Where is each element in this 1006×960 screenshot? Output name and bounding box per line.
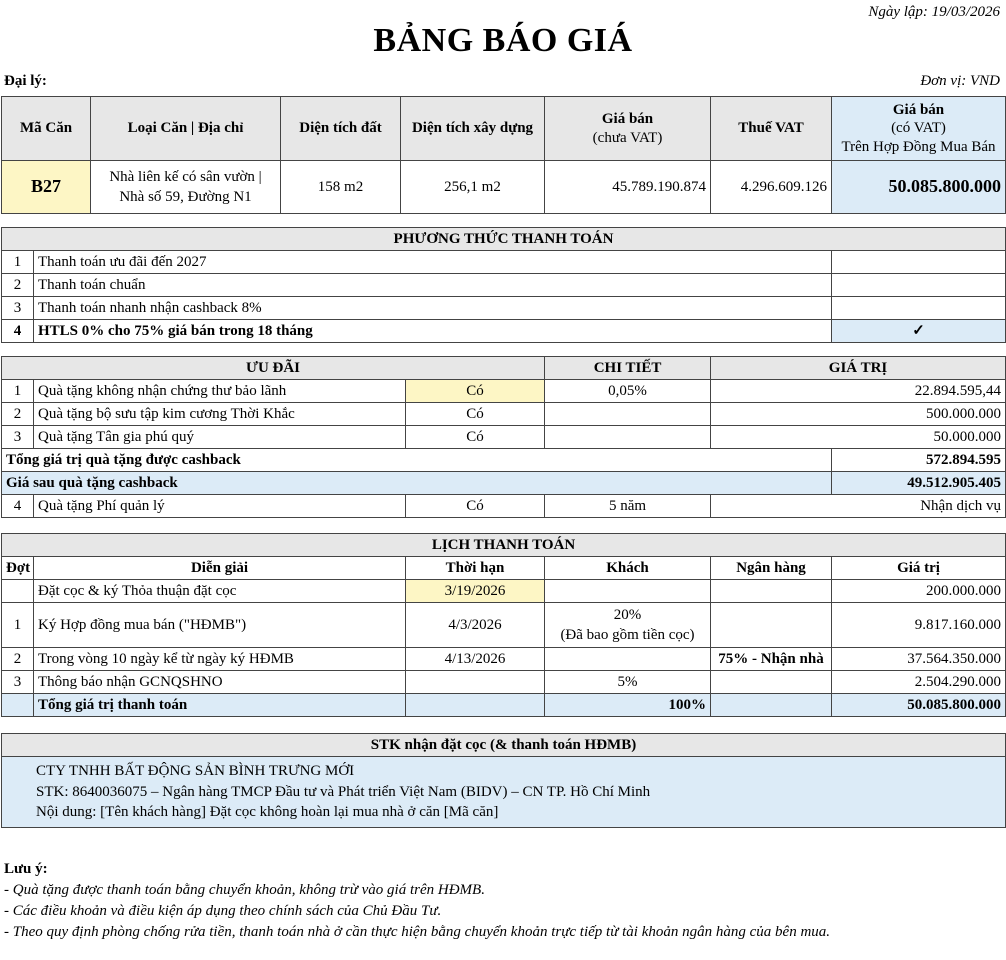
row-stage: 3 [2,671,34,694]
table-row [2,472,1006,495]
col-customer: Khách [545,557,711,580]
check-icon: ✓ [832,320,1006,343]
unit-land: 158 m2 [281,161,401,214]
offer-detail: 0,05% [545,380,711,403]
unit-table [1,96,1006,214]
row-value: 9.817.160.000 [832,603,1006,648]
unit-type-l1: Nhà liên kế có sân vườn | [109,169,262,185]
header-code: Mã Căn [2,97,91,161]
method-no: 1 [2,251,34,274]
row-bank [711,671,832,694]
header-price-vat [832,97,1006,161]
table-row [2,449,1006,472]
header-land: Diện tích đất [281,97,401,161]
unit-type [91,161,281,214]
offer-detail: 5 năm [545,495,711,518]
table-row [2,580,1006,603]
offer-detail [545,426,711,449]
date-label: Ngày lập: 19/03/2026 [868,4,1000,20]
unit-code: B27 [2,161,91,214]
payment-methods-title: PHƯƠNG THỨC THANH TOÁN [2,228,1006,251]
total-value: 50.085.800.000 [832,694,1006,717]
offer-no: 3 [2,426,34,449]
row-customer: 5% [545,671,711,694]
offer-label: Quà tặng bộ sưu tập kim cương Thời Khắc [34,403,406,426]
method-label: Thanh toán ưu đãi đến 2027 [34,251,832,274]
header-vat: Thuế VAT [711,97,832,161]
row-due [406,671,545,694]
unit-type-l2: Nhà số 59, Đường N1 [119,188,252,205]
offer-has: Có [406,426,545,449]
total-stage-empty [2,694,34,717]
notes-title: Lưu ý: [4,861,48,877]
total-bank-empty [711,694,832,717]
table-row [2,603,1006,648]
table-row [2,648,1006,671]
header-build: Diện tích xây dựng [401,97,545,161]
total-cashback-label: Tổng giá trị quà tặng được cashback [2,449,832,472]
note-line: - Quà tặng được thanh toán bằng chuyển khoản, không trừ vào giá trên HĐMB. [4,882,485,898]
offers-value-header: GIÁ TRỊ [711,357,1006,380]
page-title: BẢNG BÁO GIÁ [373,22,633,59]
col-value: Giá trị [832,557,1006,580]
row-stage: 2 [2,648,34,671]
method-mark [832,251,1006,274]
table-row [2,694,1006,717]
col-bank: Ngân hàng [711,557,832,580]
list-item [2,320,1006,343]
method-no: 2 [2,274,34,297]
row-bank [711,580,832,603]
total-percent: 100% [545,694,711,717]
table-row [2,403,1006,426]
bank-account: STK: 8640036075 – Ngân hàng TMCP Đầu tư và Phát triển Việt Nam (BIDV) – CN TP. Hồ Chí Minh [36,783,651,800]
header-price-vat-l3: Trên Hợp Đồng Mua Bán [841,138,996,155]
row-customer [545,603,711,648]
offer-label: Quà tặng Phí quản lý [34,495,406,518]
offers-detail-header: CHI TIẾT [545,357,711,380]
total-cashback-value: 572.894.595 [832,449,1006,472]
unit-label: Đơn vị: VND [920,73,1000,89]
offer-label: Quà tặng không nhận chứng thư bảo lãnh [34,380,406,403]
bank-title: STK nhận đặt cọc (& thanh toán HĐMB) [2,734,1006,757]
note-line: - Theo quy định phòng chống rửa tiền, thanh toán nhà ở cần thực hiện bằng chuyển khoản trực tiếp từ tài khoản ngân hàng của bên mua. [4,924,831,940]
row-desc: Đặt cọc & ký Thỏa thuận đặt cọc [34,580,406,603]
row-customer [545,580,711,603]
method-mark [832,297,1006,320]
row-customer-l1: 20% [613,607,642,623]
list-item [2,274,1006,297]
offer-value: 22.894.595,44 [711,380,1006,403]
schedule-table [1,533,1006,717]
total-label: Tổng giá trị thanh toán [34,694,406,717]
method-label: Thanh toán chuẩn [34,274,832,297]
unit-vat: 4.296.609.126 [711,161,832,214]
offer-detail [545,403,711,426]
method-mark [832,274,1006,297]
row-due: 4/13/2026 [406,648,545,671]
header-price-vat-l1: Giá bán [892,101,945,118]
row-stage: 1 [2,603,34,648]
offer-has: Có [406,403,545,426]
header-price-pre-l1: Giá bán [601,110,654,127]
list-item [2,297,1006,320]
row-desc: Thông báo nhận GCNQSHNO [34,671,406,694]
bank-details [2,757,1006,828]
unit-build: 256,1 m2 [401,161,545,214]
method-no: 4 [2,320,34,343]
row-due: 4/3/2026 [406,603,545,648]
row-value: 200.000.000 [832,580,1006,603]
table-row [2,495,1006,518]
schedule-title: LỊCH THANH TOÁN [2,534,1006,557]
row-customer [545,648,711,671]
row-value: 37.564.350.000 [832,648,1006,671]
row-desc: Ký Hợp đồng mua bán ("HĐMB") [34,603,406,648]
header-price-vat-l2: (có VAT) [891,120,946,137]
offer-label: Quà tặng Tân gia phú quý [34,426,406,449]
row-bank: 75% - Nhận nhà [711,648,832,671]
row-value: 2.504.290.000 [832,671,1006,694]
offer-value: 50.000.000 [711,426,1006,449]
list-item [2,251,1006,274]
after-cashback-value: 49.512.905.405 [832,472,1006,495]
unit-price-pre: 45.789.190.874 [545,161,711,214]
offer-value: 500.000.000 [711,403,1006,426]
table-row [2,671,1006,694]
bank-content: Nội dung: [Tên khách hàng] Đặt cọc không hoàn lại mua nhà ở căn [Mã căn] [36,804,499,821]
bank-company: CTY TNHH BẤT ĐỘNG SẢN BÌNH TRƯNG MỚI [36,763,355,780]
row-stage [2,580,34,603]
offer-no: 2 [2,403,34,426]
col-due: Thời hạn [406,557,545,580]
offer-has: Có [406,380,545,403]
method-no: 3 [2,297,34,320]
row-bank [711,603,832,648]
header-type: Loại Căn | Địa chỉ [91,97,281,161]
header-price-pre-l2: (chưa VAT) [592,130,663,146]
row-due: 3/19/2026 [406,580,545,603]
note-line: - Các điều khoản và điều kiện áp dụng theo chính sách của Chủ Đầu Tư. [4,903,442,919]
bank-table [1,733,1006,828]
offer-has: Có [406,495,545,518]
offers-header: ƯU ĐÃI [2,357,545,380]
col-stage: Đợt [2,557,34,580]
row-customer-l2: (Đã bao gồm tiền cọc) [560,626,695,643]
total-due-empty [406,694,545,717]
table-row [2,380,1006,403]
unit-price-vat: 50.085.800.000 [832,161,1006,214]
after-cashback-label: Giá sau quà tặng cashback [2,472,832,495]
offer-no: 4 [2,495,34,518]
offer-value: Nhận dịch vụ [711,495,1006,518]
method-label: Thanh toán nhanh nhận cashback 8% [34,297,832,320]
payment-methods-table [1,227,1006,343]
header-price-pre [545,97,711,161]
row-desc: Trong vòng 10 ngày kể từ ngày ký HĐMB [34,648,406,671]
offer-no: 1 [2,380,34,403]
table-row [2,426,1006,449]
offers-table [1,356,1006,518]
method-label: HTLS 0% cho 75% giá bán trong 18 tháng [34,320,832,343]
agent-label: Đại lý: [4,73,47,89]
col-desc: Diễn giải [34,557,406,580]
